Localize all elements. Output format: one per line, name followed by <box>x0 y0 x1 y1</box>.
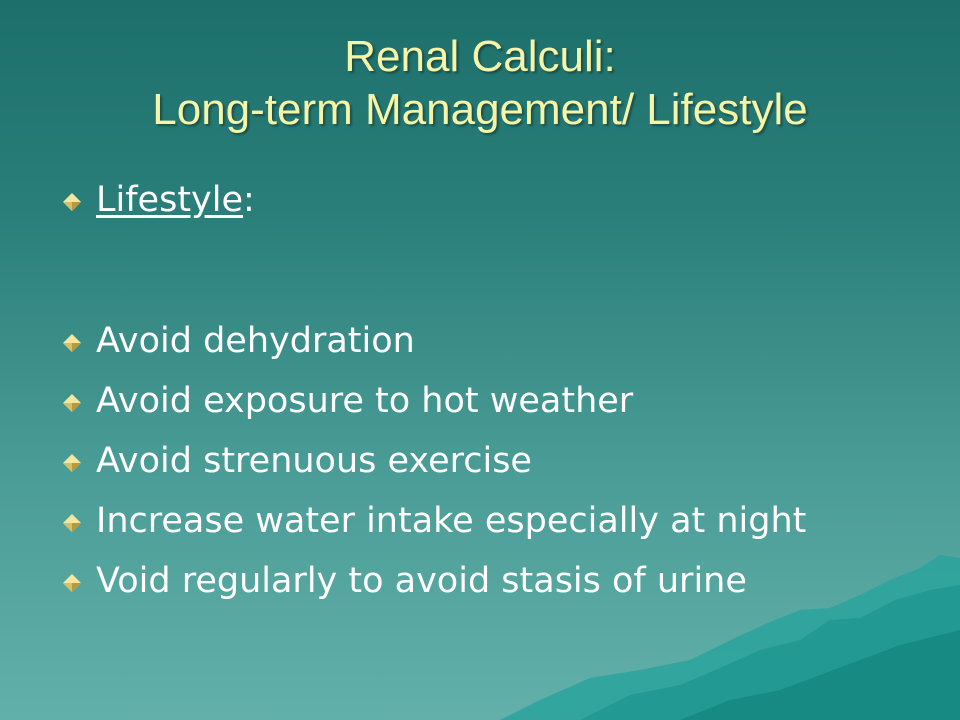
title-line-1: Renal Calculi: <box>344 32 616 81</box>
title-line-2: Long-term Management/ Lifestyle <box>152 85 808 134</box>
bullet-text: Avoid exposure to hot weather <box>96 381 634 421</box>
bullet-item <box>58 441 918 482</box>
bullet-text: Void regularly to avoid stasis of urine <box>96 561 747 601</box>
bullet-item <box>58 321 918 362</box>
mountain-decoration <box>500 550 960 720</box>
bullet-item <box>58 501 918 542</box>
bullet-item-lifestyle <box>58 180 918 221</box>
diamond-bullet-icon <box>62 333 82 353</box>
bullet-item <box>58 381 918 422</box>
diamond-bullet-icon <box>62 573 82 593</box>
diamond-bullet-icon <box>62 393 82 413</box>
diamond-bullet-icon <box>62 513 82 533</box>
lifestyle-heading: Lifestyle <box>96 180 244 220</box>
bullet-text: Avoid dehydration <box>96 321 415 361</box>
lifestyle-colon: : <box>243 180 255 220</box>
bullet-text: Increase water intake especially at night <box>96 501 807 541</box>
slide-title <box>0 30 960 136</box>
diamond-bullet-icon <box>62 192 82 212</box>
diamond-bullet-icon <box>62 453 82 473</box>
bullet-text: Avoid strenuous exercise <box>96 441 532 481</box>
